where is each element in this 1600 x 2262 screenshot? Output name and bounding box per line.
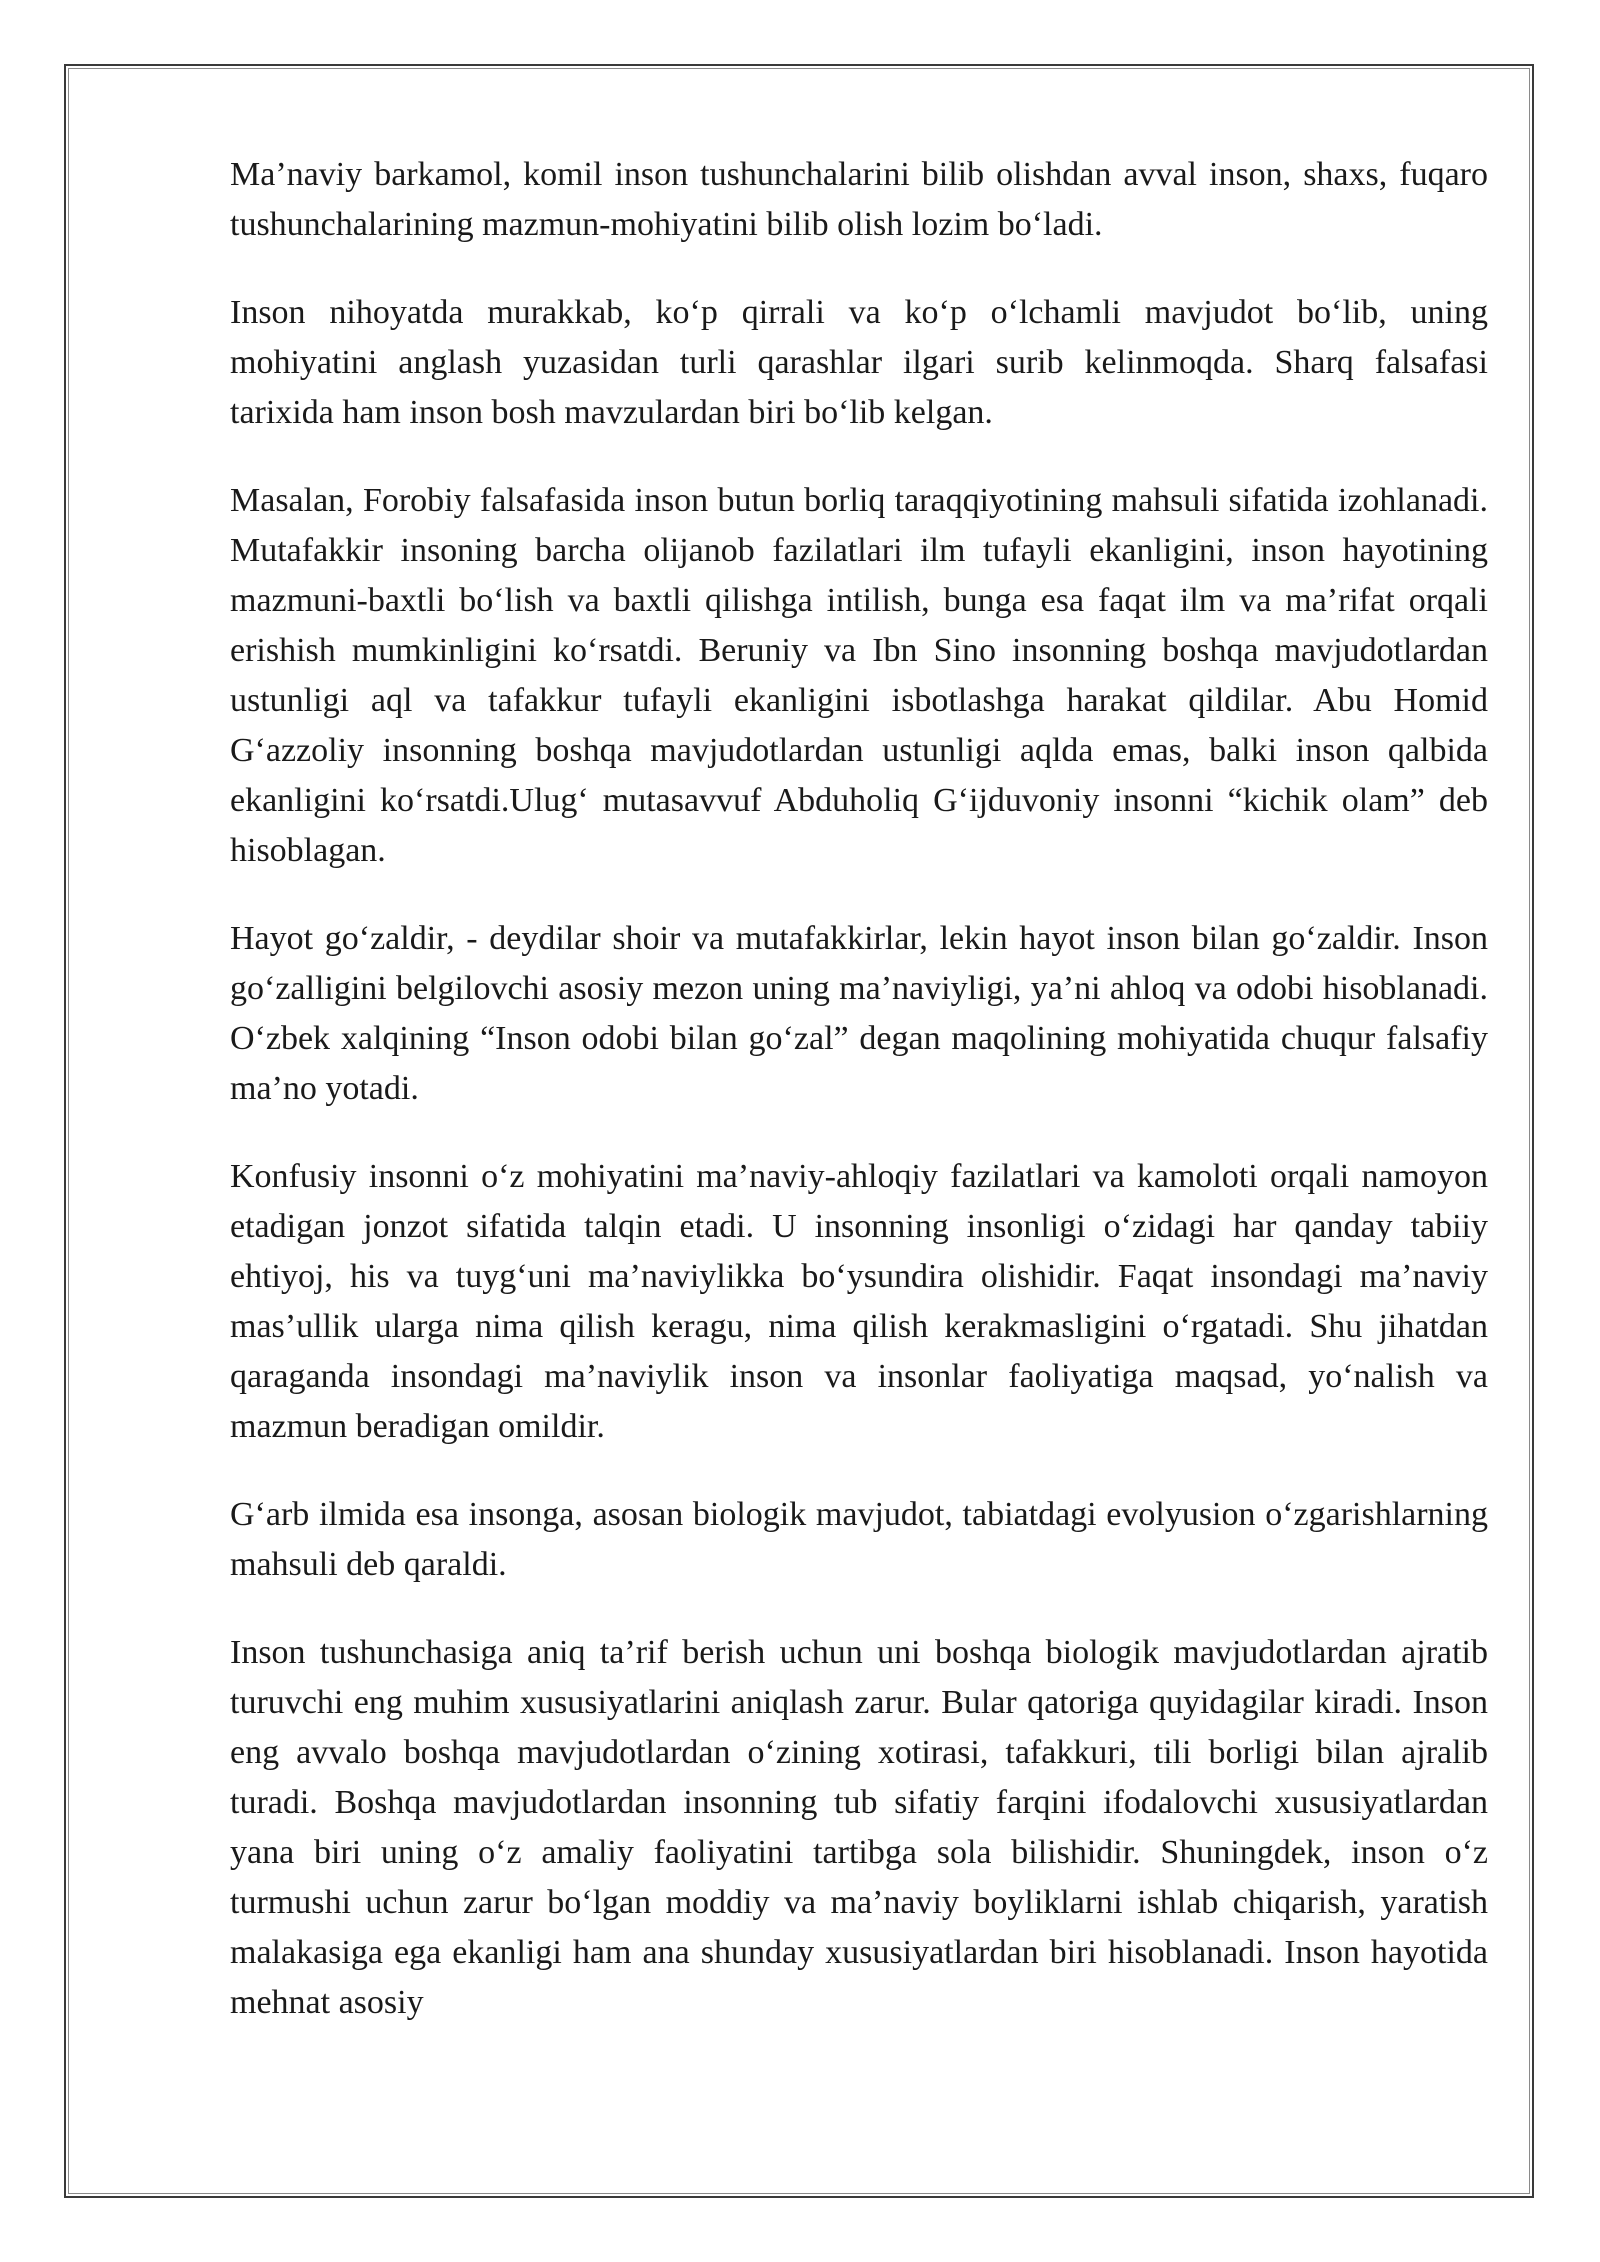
document-body: [230, 150, 1488, 2066]
paragraph-4: Hayot go‘zaldir, - deydilar shoir va mutafakkirlar, lekin hayot inson bilan go‘zaldir. Inson go‘zalligini belgilovchi asosiy mezon uning ma’naviyligi, ya’ni ahloq va odobi hisoblanadi. O‘zbek xalqining “Inson odobi bilan go‘zal” degan maqolining mohiyatida chuqur falsafiy ma’no yotadi.: [230, 920, 1488, 1107]
paragraph-5: Konfusiy insonni o‘z mohiyatini ma’naviy-ahloqiy fazilatlari va kamoloti orqali namoyon etadigan jonzot sifatida talqin etadi. U insonning insonligi o‘zidagi har qanday tabiiy ehtiyoj, his va tuyg‘uni ma’naviylikka bo‘ysundira olishidir. Faqat insondagi ma’naviy mas’ullik ularga nima qilish keragu, nima qilish kerakmasligini o‘rgatadi. Shu jihatdan qaraganda insondagi ma’naviylik inson va insonlar faoliyatiga maqsad, yo‘nalish va mazmun beradigan omildir.: [230, 1158, 1488, 1445]
paragraph-1: Ma’naviy barkamol, komil inson tushunchalarini bilib olishdan avval inson, shaxs, fuqaro tushunchalarining mazmun-mohiyatini bilib olish lozim bo‘ladi.: [230, 156, 1488, 243]
paragraph-3: Masalan, Forobiy falsafasida inson butun borliq taraqqiyotining mahsuli sifatida izohlanadi. Mutafakkir insoning barcha olijanob fazilatlari ilm tufayli ekanligini, inson hayotining mazmuni-baxtli bo‘lish va baxtli qilishga intilish, bunga esa faqat ilm va ma’rifat orqali erishish mumkinligini ko‘rsatdi. Beruniy va Ibn Sino insonning boshqa mavjudotlardan ustunligi aql va tafakkur tufayli ekanligini isbotlashga harakat qildilar. Abu Homid G‘azzoliy insonning boshqa mavjudotlardan ustunligi aqlda emas, balki inson qalbida ekanligini ko‘rsatdi.Ulug‘ mutasavvuf Abduholiq G‘ijduvoniy insonni “kichik olam” deb hisoblagan.: [230, 482, 1488, 869]
paragraph-7: Inson tushunchasiga aniq ta’rif berish uchun uni boshqa biologik mavjudotlardan ajratib turuvchi eng muhim xususiyatlarini aniqlash zarur. Bular qatoriga quyidagilar kiradi. Inson eng avvalo boshqa mavjudotlardan o‘zining xotirasi, tafakkuri, tili borligi bilan ajralib turadi. Boshqa mavjudotlardan insonning tub sifatiy farqini ifodalovchi xususiyatlardan yana biri uning o‘z amaliy faoliyatini tartibga sola bilishidir. Shuningdek, inson o‘z turmushi uchun zarur bo‘lgan moddiy va ma’naviy boyliklarni ishlab chiqarish, yaratish malakasiga ega ekanligi ham ana shunday xususiyatlardan biri hisoblanadi. Inson hayotida mehnat asosiy: [230, 1634, 1488, 2021]
paragraph-6: G‘arb ilmida esa insonga, asosan biologik mavjudot, tabiatdagi evolyusion o‘zgarishlarning mahsuli deb qaraldi.: [230, 1496, 1488, 1583]
paragraph-2: Inson nihoyatda murakkab, ko‘p qirrali va ko‘p o‘lchamli mavjudot bo‘lib, uning mohiyatini anglash yuzasidan turli qarashlar ilgari surib kelinmoqda. Sharq falsafasi tarixida ham inson bosh mavzulardan biri bo‘lib kelgan.: [230, 294, 1488, 431]
